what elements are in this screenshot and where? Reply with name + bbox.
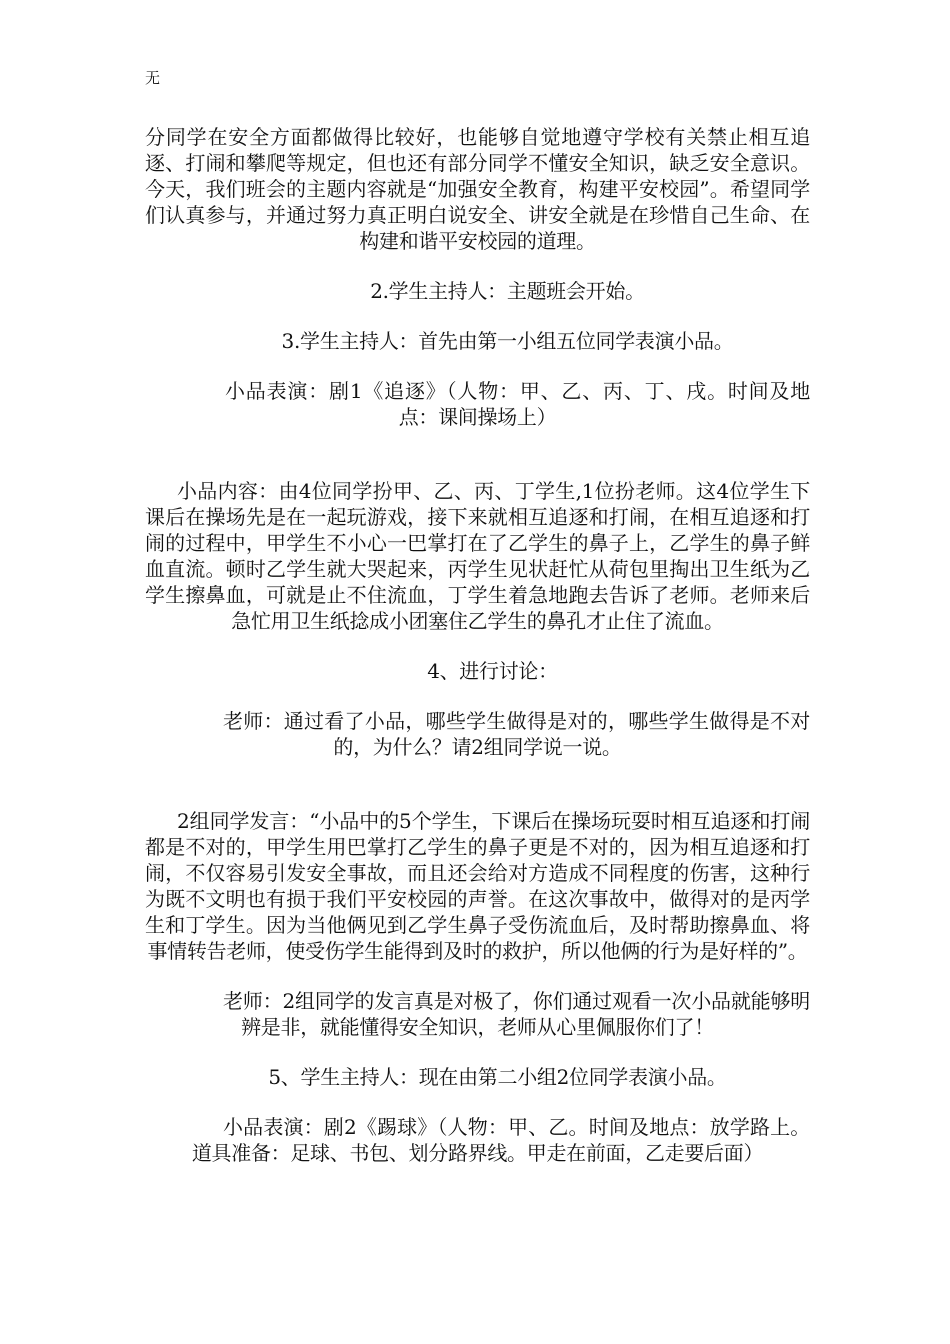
teacher-question-paragraph: 老师：通过看了小品，哪些学生做得是对的，哪些学生做得是不对的，为什么？请2组同学说一说。 [223, 709, 810, 759]
step-5-paragraph: 5、学生主持人：现在由第二小组2位同学表演小品。 [268, 1065, 727, 1089]
skit-1-content-paragraph: 小品内容：由4位同学扮甲、乙、丙、丁学生,1位扮老师。这4位学生下课后在操场先是在一起玩游戏，接下来就相互追逐和打闹，在相互追逐和打闹的过程中，甲学生不小心一巴掌打在了乙学生的鼻子上，乙学生的鼻子鲜血直流。顿时乙学生就大哭起来，丙学生见状赶忙从荷包里掏出卫生纸为乙学生擦鼻血，可就是止不住流血，丁学生着急地跑去告诉了老师。老师来后急忙用卫生纸捻成小团塞住乙学生的鼻孔才止住了流血。 [145, 479, 810, 633]
step-3-paragraph: 3.学生主持人：首先由第一小组五位同学表演小品。 [281, 329, 734, 353]
skit-2-intro-paragraph: 小品表演：剧2《踢球》（人物：甲、乙。时间及地点：放学路上。道具准备：足球、书包、划分路界线。甲走在前面，乙走要后面） [191, 1115, 810, 1165]
group-2-speech-paragraph: 2组同学发言：“小品中的5个学生，下课后在操场玩耍时相互追逐和打闹都是不对的，甲学生用巴掌打乙学生的鼻子更是不对的，因为相互追逐和打闹，不仅容易引发安全事故，而且还会给对方造成不同程度的伤害，这种行为既不文明也有损于我们平安校园的声誉。在这次事故中，做得对的是丙学生和丁学生。因为当他俩见到乙学生鼻子受伤流血后，及时帮助擦鼻血、将事情转告老师，使受伤学生能得到及时的救护，所以他俩的行为是好样的”。 [145, 809, 810, 963]
page-header: 无 [145, 69, 161, 87]
skit-1-intro-paragraph: 小品表演：剧1《追逐》（人物：甲、乙、丙、丁、戌。时间及地点：课间操场上） [225, 379, 810, 429]
intro-paragraph: 分同学在安全方面都做得比较好，也能够自觉地遵守学校有关禁止相互追逐、打闹和攀爬等规定，但也还有部分同学不懂安全知识，缺乏安全意识。今天，我们班会的主题内容就是“加强安全教育，构建平安校园”。希望同学们认真参与，并通过努力真正明白说安全、讲安全就是在珍惜自己生命、在构建和谐平安校园的道理。 [145, 125, 810, 253]
step-2-paragraph: 2.学生主持人：主题班会开始。 [370, 279, 645, 303]
step-4-paragraph: 4、进行讨论： [427, 659, 558, 683]
teacher-praise-paragraph: 老师：2组同学的发言真是对极了，你们通过观看一次小品就能够明辨是非，就能懂得安全知识，老师从心里佩服你们了！ [223, 989, 810, 1039]
document-body [145, 124, 810, 1166]
